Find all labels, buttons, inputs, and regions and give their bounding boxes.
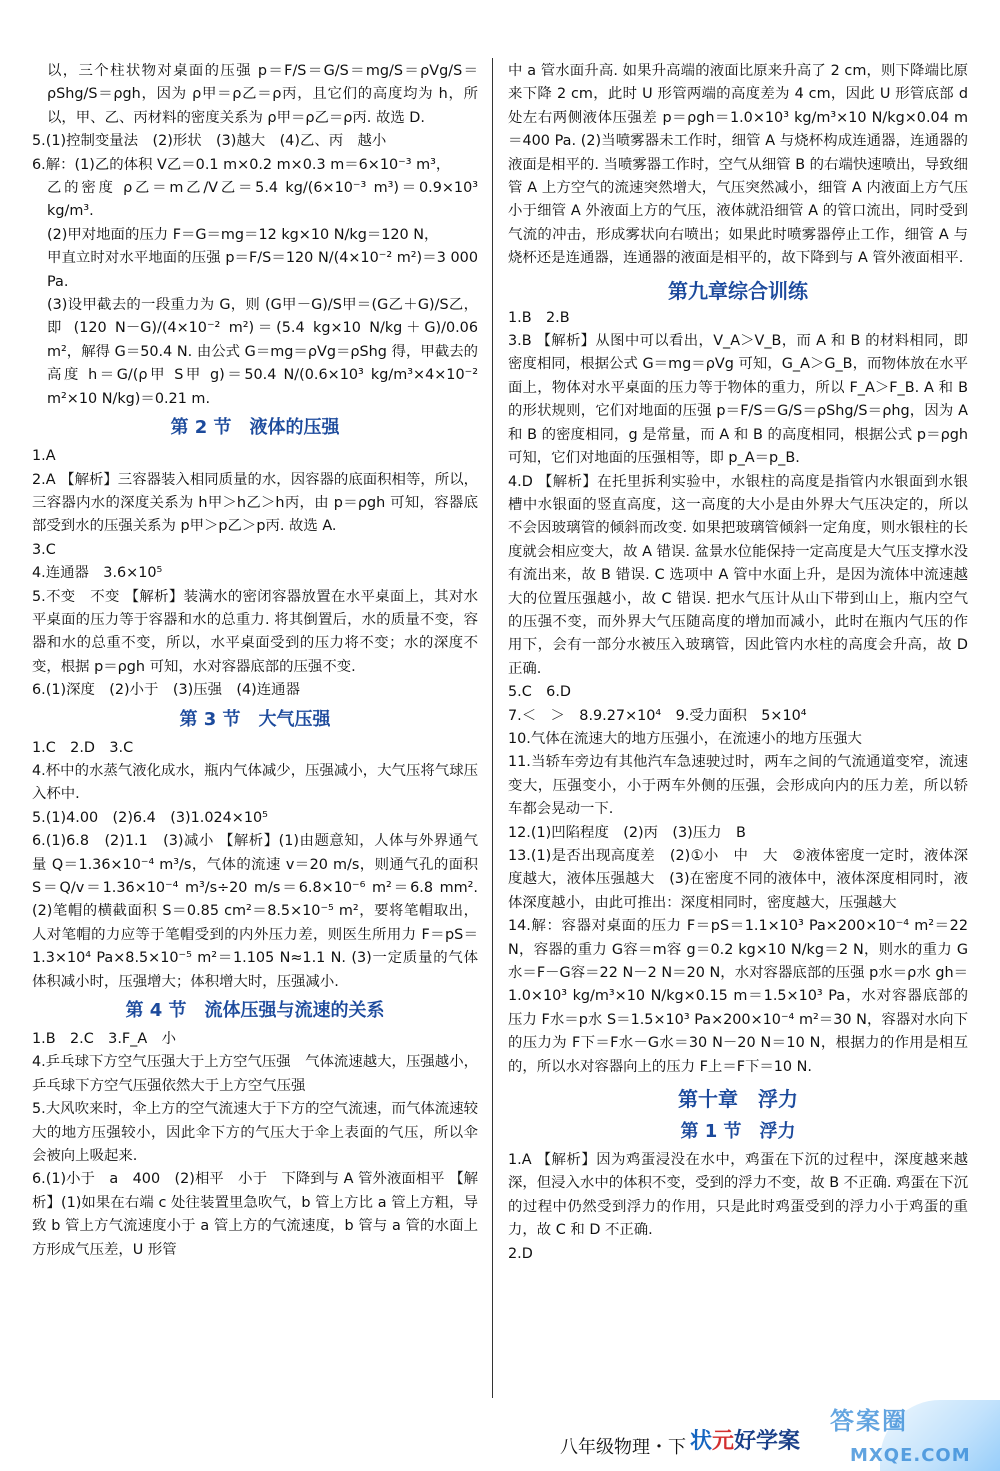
answer-paragraph: 4.乒乓球下方空气压强大于上方空气压强 气体流速越大，压强越小，乒乓球下方空气压强依然大于上方空气压强 (32, 1054, 478, 1094)
answer-paragraph: 3.C (32, 541, 56, 558)
answer-paragraph: 1.B 2.C 3.F_A 小 (32, 1031, 176, 1048)
answer-paragraph: 4.D 【解析】在托里拆利实验中，水银柱的高度是指管内水银面到水银槽中水银面的竖直高度，这一高度的大小是由外界大气压决定的，所以不会因玻璃管的倾斜而改变. 如果把玻璃管倾斜一定角度，则水银柱的长度就会相应变大，故 A 错误. 盆景水位能保持一定高度是大气压支撑水没有流出来，故 B 错误. C 选项中 A 管中水面上升，是因为流体中流速越大的位置压强越小，故 C 错误. 把水气压计从山下带到山上，瓶内空气的压强不变，而外界大气压随高度的增加而减小，此时在瓶内气压的作用下，会有一部分水被压入玻璃管，因此管内水柱的高度会升高，故 D 正确. (508, 473, 968, 677)
answer-paragraph: 6.(1)6.8 (2)1.1 (3)减小 【解析】(1)由题意知，人体与外界通气量 Q＝1.36×10⁻⁴ m³/s，气体的流速 v＝20 m/s，则通气孔的面积 S＝Q/v＝1.36×10⁻⁴ m³/s÷20 m/s＝6.8×10⁻⁶ m²＝6.8 mm². (2)笔帽的横截面积 S＝0.85 cm²＝8.5×10⁻⁵ m²，要将笔帽取出，人对笔帽的力应等于笔帽受到的内外压力差，则医生所用力 F＝pS＝1.3×10⁴ Pa×8.5×10⁻⁵ m²＝1.105 N≈1.1 N. (3)一定质量的气体体积减小时，压强增大；体积增大时，压强减小. (32, 833, 478, 990)
answer-paragraph: 1.C 2.D 3.C (32, 739, 134, 756)
answer-paragraph: 11.当轿车旁边有其他汽车急速驶过时，两车之间的气流通道变窄，流速变大，压强变小，小于两车外侧的压强，会形成向内的压力差，所以轿车都会晃动一下. (508, 754, 968, 818)
brand-logo: 状元好学案 (690, 1429, 801, 1454)
answer-paragraph: 以，三个柱状物对桌面的压强 p＝F/S＝G/S＝mg/S＝ρVg/S＝ρShg/S＝ρgh，因为 ρ甲＝ρ乙＝ρ丙，且它们的高度均为 h，所以，甲、乙、丙材料的密度关系为 ρ甲＝ρ乙＝ρ丙. 故选 D. (47, 63, 478, 126)
answer-paragraph: 10.气体在流速大的地方压强小，在流速小的地方压强大 (508, 730, 862, 747)
answer-paragraph: 6.(1)小于 a 400 (2)相平 小于 下降到与 A 管外液面相平 【解析】(1)如果在右端 c 处往装置里急吹气，b 管上方比 a 管上方粗，导致 b 管上方气流速度小于 a 管上方的气流速度，b 管与 a 管的水面上方形成气压差，U 形管 (32, 1171, 478, 1258)
answer-paragraph: (2)甲对地面的压力 F＝G＝mg＝12 kg×10 N/kg＝120 N， (47, 226, 439, 243)
answer-paragraph: 5.不变 不变 【解析】装满水的密闭容器放置在水平桌面上，其对水平桌面的压力等于容器和水的总重力. 将其倒置后，水的质量不变，容器和水的总重不变，所以，水平桌面受到的压力将不变；水的深度不变，根据 p＝ρgh 可知，水对容器底部的压强不变. (32, 588, 478, 675)
section-heading: 第 1 节 浮力 (680, 1121, 796, 1143)
chapter-heading: 第十章 浮力 (678, 1087, 798, 1112)
answer-paragraph: (3)设甲截去的一段重力为 G，则 (G甲－G)/S甲＝(G乙＋G)/S乙，即 (120 N－G)/(4×10⁻² m²)＝(5.4 kg×10 N/kg＋G)/0.06 m²，解得 G＝50.4 N. 由公式 G＝mg＝ρVg＝ρShg 得，甲截去的高度 h＝G/(ρ甲 S甲 g)＝50.4 N/(0.6×10³ kg/m³×4×10⁻² m²×10 N/kg)＝0.21 m. (47, 297, 478, 407)
answer-paragraph: 12.(1)凹陷程度 (2)丙 (3)压力 B (508, 824, 746, 841)
answer-paragraph: 7.＜ ＞ 8.9.27×10⁴ 9.受力面积 5×10⁴ (508, 707, 807, 724)
section-heading: 第 3 节 大气压强 (179, 708, 331, 730)
answer-paragraph: 13.(1)是否出现高度差 (2)①小 中 大 ②液体密度一定时，液体深度越大，液体压强越大 (3)在密度不同的液体中，液体深度相同时，液体深度越小，由此可推出：深度相同时，密度越大，压强越大 (508, 848, 968, 911)
answer-paragraph: 3.B 【解析】从图中可以看出，V_A＞V_B，而 A 和 B 的材料相同，即密度相同，根据公式 G＝mg＝ρVg 可知，G_A＞G_B，而物体放在水平面上，物体对水平桌面的压力等于物体的重力，所以 F_A＞F_B. A 和 B 的形状规则，它们对地面的压强 p＝F/S＝G/S＝ρShg/S＝ρhg，因为 A 和 B 的密度相同，g 是常量，而 A 和 B 的高度相同，根据公式 p＝ρgh 可知，它们对地面的压强相等，即 p_A＝p_B. (508, 333, 968, 467)
footer-grade-label: 八年级物理・下 (560, 1437, 686, 1458)
answer-paragraph: 1.A (32, 448, 56, 465)
answer-paragraph: 4.杯中的水蒸气液化成水，瓶内气体减少，压强减小，大气压将气球压入杯中. (32, 762, 478, 803)
answer-paragraph: 14.解：容器对桌面的压力 F＝pS＝1.1×10³ Pa×200×10⁻⁴ m²＝22 N，容器的重力 G容＝m容 g＝0.2 kg×10 N/kg＝2 N，则水的重力 G水＝F－G容＝22 N－2 N＝20 N，水对容器底部的压强 p水＝ρ水 gh＝1.0×10³ kg/m³×10 N/kg×0.15 m＝1.5×10³ Pa，水对容器底部的压力 F水＝p水 S＝1.5×10³ Pa×200×10⁻⁴ m²＝30 N，容器对水向下的压力为 F下＝F水－G水＝30 N－20 N＝10 N，根据力的作用是相互的，所以水对容器向上的压力 F上＝F下＝10 N. (508, 918, 968, 1075)
answer-paragraph: 6.解：(1)乙的体积 V乙＝0.1 m×0.2 m×0.3 m＝6×10⁻³ m³， (32, 156, 451, 173)
watermark: 答案圈 MXQE.COM (830, 1407, 971, 1466)
answer-paragraph: 1.B 2.B (508, 309, 570, 326)
answer-paragraph: 乙的密度 ρ乙＝m乙/V乙＝5.4 kg/(6×10⁻³ m³)＝0.9×10³ kg/m³. (47, 180, 478, 220)
answer-paragraph: 5.大风吹来时，伞上方的空气流速大于下方的空气流速，而气体流速较大的地方压强较小，因此伞下方的气压大于伞上表面的气压，所以伞会被向上吸起来. (32, 1101, 478, 1165)
section-heading: 第 2 节 液体的压强 (170, 417, 340, 439)
answer-paragraph: 2.A 【解析】三容器装入相同质量的水，因容器的底面积相等，所以，三容器内水的深度关系为 h甲＞h乙＞h丙，由 p＝ρgh 可知，容器底部受到水的压强关系为 p甲＞p乙＞p丙. 故选 A. (32, 471, 478, 535)
right-column (508, 60, 968, 1266)
answer-paragraph: 甲直立时对水平地面的压强 p＝F/S＝120 N/(4×10⁻² m²)＝3 000 Pa. (47, 250, 478, 290)
page-footer (0, 1407, 1000, 1471)
answer-paragraph: 中 a 管水面升高. 如果升高端的液面比原来升高了 2 cm，则下降端比原来下降 2 cm，此时 U 形管两端的高度差为 4 cm，因此 U 形管底部 d 处左右两侧液体压强差 p＝ρgh＝1.0×10³ kg/m³×10 N/kg×0.04 m＝400 Pa. (2)当喷雾器未工作时，细管 A 与烧杯构成连通器，连通器的液面是相平的. 当喷雾器工作时，空气从细管 B 的右端快速喷出，导致细管 A 上方空气的流速突然增大，气压突然减小，细管 A 内液面上方气压小于细管 A 外液面上方的气压，液体就沿细管 A 的管口流出，同时受到气流的冲击，形成雾状向右喷出；如果此时喷雾器停止工作，细管 A 与烧杯还是连通器，连通器的液面是相平的，故下降到与 A 管外液面相平. (508, 63, 968, 267)
answer-paragraph: 2.D (508, 1245, 533, 1262)
answer-paragraph: 4.连通器 3.6×10⁵ (32, 565, 163, 582)
answer-paragraph: 5.C 6.D (508, 684, 571, 701)
answer-paragraph: 5.(1)控制变量法 (2)形状 (3)越大 (4)乙、丙 越小 (32, 133, 387, 150)
chapter-heading: 第九章综合训练 (668, 278, 808, 303)
answer-paragraph: 1.A 【解析】因为鸡蛋浸没在水中，鸡蛋在下沉的过程中，深度越来越深，但浸入水中的体积不变，受到的浮力不变，故 B 不正确. 鸡蛋在下沉的过程中仍然受到浮力的作用，只是此时鸡蛋受到的浮力小于鸡蛋的重力，故 C 和 D 不正确. (508, 1152, 968, 1239)
column-divider (492, 58, 493, 1398)
left-column (32, 60, 478, 1262)
answer-paragraph: 6.(1)深度 (2)小于 (3)压强 (4)连通器 (32, 682, 300, 699)
answer-paragraph: 5.(1)4.00 (2)6.4 (3)1.024×10⁵ (32, 809, 268, 826)
section-heading: 第 4 节 流体压强与流速的关系 (125, 1000, 385, 1022)
